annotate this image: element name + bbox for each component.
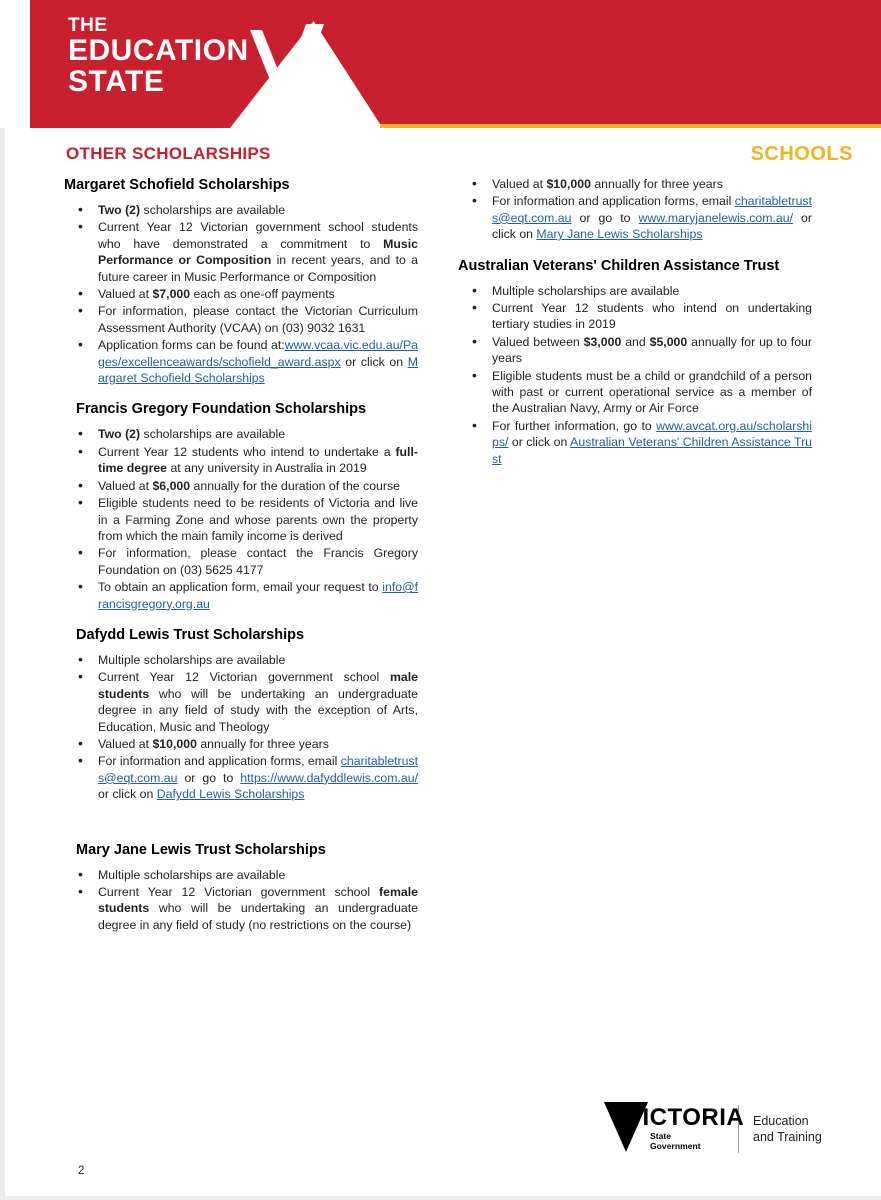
list-item [458, 368, 812, 417]
bullet-bold-text: $3,000 [583, 334, 622, 349]
list-item [64, 444, 418, 477]
bullet-list [458, 176, 812, 243]
section-heading: Australian Veterans' Children Assistance Trust [458, 257, 780, 274]
bullet-text: Current Year 12 Victorian government school [98, 885, 380, 899]
bullet-list [64, 202, 418, 386]
section-heading: Mary Jane Lewis Trust Scholarships [76, 841, 326, 858]
bullet-text: For information and application forms, email [98, 754, 341, 769]
victoria-state-government-logo [598, 1098, 848, 1160]
bullet-text: Valued at [98, 736, 153, 751]
bullet-list [64, 867, 418, 934]
bullet-bold-text: Music Performance or Composition [98, 236, 418, 268]
section-heading: Margaret Schofield Scholarships [64, 177, 290, 193]
list-item [64, 337, 418, 386]
list-item [458, 418, 812, 467]
logo-line-the: THE [68, 15, 108, 36]
bullet-bold-text: female students [98, 885, 418, 916]
list-item [64, 478, 418, 494]
maryjane-anchor-link[interactable]: Mary Jane Lewis Scholarships [536, 227, 703, 242]
page-number: 2 [78, 1165, 85, 1177]
bullet-bold-text: $10,000 [546, 177, 591, 191]
bullet-text: scholarships are available [140, 427, 286, 442]
list-item [458, 283, 812, 299]
section-australian-veterans-children-assistance-trust [458, 257, 812, 467]
victoria-sublabel-line2: Government [650, 1141, 701, 1151]
department-line1: Education [753, 1114, 809, 1128]
maryjane-url-link[interactable]: www.maryjanelewis.com.au/ [638, 210, 793, 225]
bullet-text: or click on [98, 787, 157, 802]
bullet-text: who will be undertaking an undergraduate degree in any field of study with the exception of Arts, Education, Music and Theology [98, 686, 418, 734]
bullet-list [64, 652, 418, 803]
bullet-text: each as one-off payments [190, 287, 335, 302]
bullet-text: in recent years, and to a future career in Music Performance or Composition [98, 253, 418, 284]
list-item [64, 736, 418, 752]
bullet-text: Valued at [492, 177, 547, 191]
bullet-text: Current Year 12 Victorian government school [98, 670, 390, 685]
bullet-text: For further information, go to [492, 418, 657, 433]
bullet-text: For information and application forms, email [492, 194, 735, 209]
bullet-bold-text: $7,000 [152, 287, 191, 302]
bullet-text: Valued between [492, 334, 584, 349]
bullet-text: Multiple scholarships are available [98, 652, 286, 667]
bullet-text: at any university in Australia in 2019 [167, 461, 367, 476]
list-item [458, 193, 812, 242]
section-francis-gregory [64, 400, 418, 611]
list-item [64, 495, 418, 544]
bullet-text: who will be undertaking an undergraduate degree in any field of study (no restrictions on the course) [98, 901, 418, 932]
bullet-list [64, 426, 418, 611]
right-column [458, 176, 812, 481]
list-item [64, 545, 418, 578]
bullet-text: Current Year 12 students who intend to undertake a [98, 444, 396, 459]
list-item [64, 669, 418, 735]
victoria-label: VICTORIA [626, 1104, 745, 1131]
list-item [64, 219, 418, 285]
banner-white-margin [0, 0, 30, 128]
list-item [64, 867, 418, 883]
logo-line-state: STATE [68, 65, 165, 98]
list-item [64, 303, 418, 336]
bullet-bold-text: male students [98, 670, 418, 701]
bullet-text: Multiple scholarships are available [98, 867, 286, 882]
bullet-text: Valued at [98, 287, 153, 302]
schofield-anchor-link[interactable]: Margaret Schofield Scholarships [98, 354, 418, 386]
eqt-email-link[interactable]: charitabletrusts@eqt.com.au [492, 194, 812, 225]
logo-line-education: EDUCATION [68, 34, 249, 67]
dafydd-anchor-link[interactable]: Dafydd Lewis Scholarships [156, 787, 305, 802]
list-item [64, 202, 418, 218]
page-title: OTHER SCHOLARSHIPS [66, 144, 271, 163]
bullet-bold-text: $6,000 [152, 478, 191, 493]
avcat-anchor-link[interactable]: Australian Veterans' Children Assistance Trust [492, 435, 812, 466]
bullet-list [458, 283, 812, 467]
list-item [64, 426, 418, 442]
francis-email-link[interactable]: info@francisgregory.org.au [98, 580, 418, 611]
avcat-url-link[interactable]: www.avcat.org.au/scholarships/ [492, 418, 812, 450]
bullet-text: scholarships are available [140, 203, 286, 217]
schofield-url-link[interactable]: www.vcaa.vic.edu.au/Pages/excellenceawards/schofield_award.aspx [98, 338, 418, 369]
department-line2: and Training [753, 1130, 822, 1144]
left-column [64, 176, 418, 947]
list-item [64, 753, 418, 802]
bullet-text: Eligible students must be a child or grandchild of a person with past or current operational service as a member of the Australian Navy, Army or Air Force [492, 368, 812, 416]
banner-gold-rule [380, 124, 881, 128]
bullet-text: Eligible students need to be residents of Victoria and live in a Farming Zone and whose parents own the property from which the main family income is derived [98, 496, 418, 543]
victoria-sublabel-line1: State [650, 1131, 672, 1141]
bullet-bold-text: Two (2) [98, 427, 141, 442]
bullet-text: Multiple scholarships are available [492, 283, 680, 298]
list-item [458, 300, 812, 333]
bullet-text: For information, please contact the Francis Gregory Foundation on (03) 5625 4177 [98, 546, 418, 577]
page-edge-bottom [0, 1196, 881, 1200]
bullet-text: or go to [571, 210, 639, 225]
eqt-email-link[interactable]: charitabletrusts@eqt.com.au [98, 754, 418, 785]
bullet-text: Valued at [98, 478, 153, 493]
list-item [458, 176, 812, 192]
section-heading: Francis Gregory Foundation Scholarships [76, 401, 367, 418]
bullet-text: or click on [492, 210, 812, 242]
bullet-text: Current Year 12 students who intend on undertaking tertiary studies in 2019 [492, 301, 812, 332]
education-state-logo [68, 16, 298, 116]
list-item [458, 334, 812, 367]
bullet-text: annually for up to four years [492, 334, 812, 366]
section-mary-jane-lewis [64, 841, 418, 934]
bullet-text: To obtain an application form, email your request to [98, 580, 383, 595]
page-header-banner [0, 0, 881, 128]
section-mary-jane-lewis-continued [458, 176, 812, 243]
bullet-text: annually for three years [196, 736, 329, 751]
bullet-bold-text: Two (2) [98, 203, 141, 217]
bullet-bold-text: $5,000 [649, 334, 688, 349]
department-name [753, 1113, 822, 1145]
bullet-text: Current Year 12 Victorian government school students who have demonstrated a commitment to [98, 220, 418, 251]
bullet-text: For information, please contact the Victorian Curriculum Assessment Authority (VCAA) on (03) 9032 1631 [98, 304, 418, 335]
list-item [64, 884, 418, 933]
bullet-text: or go to [177, 770, 241, 785]
section-dafydd-lewis [64, 626, 418, 803]
bullet-text: and [621, 334, 650, 349]
bullet-text: annually for three years [590, 177, 723, 191]
bullet-text: annually for the duration of the course [190, 478, 400, 493]
bullet-bold-text: $10,000 [152, 736, 197, 751]
list-item [64, 579, 418, 612]
victoria-sublabel [650, 1131, 701, 1151]
bullet-text: or click on [340, 354, 408, 369]
section-heading: Dafydd Lewis Trust Scholarships [76, 626, 305, 643]
bullet-text: Application forms can be found at: [98, 338, 285, 353]
page-edge-left [0, 0, 5, 1200]
section-margaret-schofield [64, 176, 418, 386]
dafydd-url-link[interactable]: https://www.dafyddlewis.com.au/ [240, 770, 418, 785]
victoria-wordmark [598, 1098, 745, 1160]
list-item [64, 652, 418, 668]
bullet-text: or click on [508, 435, 571, 450]
bullet-bold-text: full-time degree [98, 444, 418, 476]
audience-label: SCHOOLS [750, 143, 853, 165]
list-item [64, 286, 418, 302]
logo-slash-icon [248, 24, 348, 124]
